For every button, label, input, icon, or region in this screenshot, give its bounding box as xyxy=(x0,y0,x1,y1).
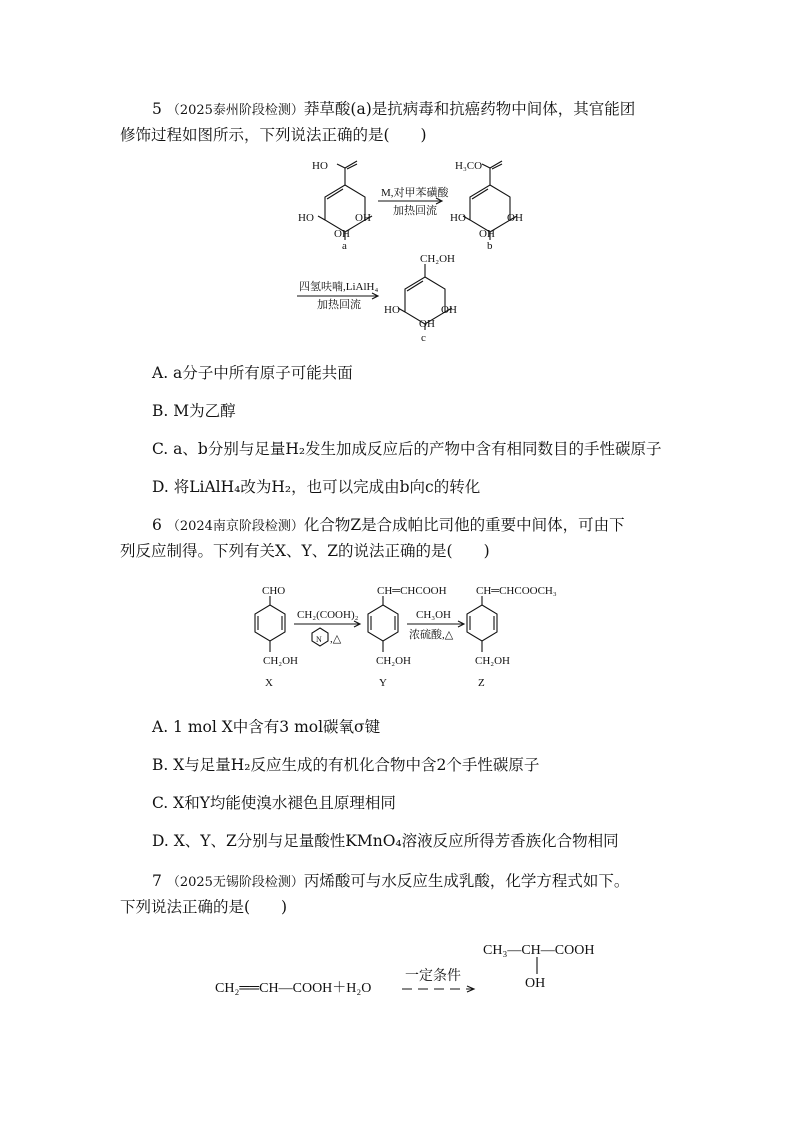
q5-number: 5 xyxy=(152,100,162,118)
q5-b-left-label: HO xyxy=(450,212,466,224)
q6-stem-line1 xyxy=(152,514,625,538)
q6-option-a: A. 1 mol X中含有3 mol碳氧σ键 xyxy=(152,718,381,736)
q5-b-label: b xyxy=(487,240,493,252)
q6-option-c: C. X和Y均能使溴水褪色且原理相同 xyxy=(152,794,396,812)
q7-source: （2025无锡阶段检测） xyxy=(166,875,304,890)
q5-a-label: a xyxy=(342,240,347,252)
q5-stem-text1: 莽草酸(a)是抗病毒和抗癌药物中间体，其官能团 xyxy=(303,100,636,118)
q5-a-bottom-label: OH xyxy=(334,228,350,240)
q6-step1-cond-delta: ,△ xyxy=(330,633,342,645)
q5-stem-line2: 修饰过程如图所示，下列说法正确的是( ) xyxy=(120,126,427,144)
q6-x-top-label: CHO xyxy=(262,585,286,597)
q5-option-b: B. M为乙醇 xyxy=(152,402,236,420)
q6-x-label: X xyxy=(265,677,273,689)
q6-z-top-label: CH═CHCOOCH₃ xyxy=(476,585,557,597)
q6-step2-cond-bottom: 浓硫酸,△ xyxy=(409,629,454,641)
q6-step1-cond-n: N xyxy=(316,635,322,644)
q7-stem-text1: 丙烯酸可与水反应生成乳酸，化学方程式如下。 xyxy=(303,872,630,890)
q5-b-top-label: H₃CO xyxy=(455,160,483,172)
q5-step1-cond-bottom: 加热回流 xyxy=(393,205,437,217)
q6-y-bottom-label: CH₂OH xyxy=(376,655,412,667)
q5-a-top-label: HO xyxy=(312,160,328,172)
q6-x-bottom-label: CH₂OH xyxy=(263,655,299,667)
q7-equation xyxy=(0,936,794,1006)
q7-stem-line1 xyxy=(152,870,629,894)
q5-step2-cond-bottom: 加热回流 xyxy=(317,299,361,311)
q5-a-right-label: OH xyxy=(355,212,371,224)
q5-mol-a-ring xyxy=(325,185,365,232)
q5-step2-cond-top: 四氢呋喃,LiAlH₄ xyxy=(299,281,379,293)
q5-b-right-label: OH xyxy=(507,212,523,224)
q7-reactants: CH₂══CH—COOH＋H₂O xyxy=(215,981,372,996)
q7-stem-line2: 下列说法正确的是( ) xyxy=(120,898,288,916)
q6-mol-x-ring xyxy=(255,605,285,641)
q5-c-right-label: OH xyxy=(441,304,457,316)
q6-y-label: Y xyxy=(379,677,387,689)
q6-z-label: Z xyxy=(478,677,485,689)
q6-step2-cond-top: CH₃OH xyxy=(416,609,452,621)
q5-reaction-scheme xyxy=(0,150,794,380)
q6-stem-line2: 列反应制得。下列有关X、Y、Z的说法正确的是( ) xyxy=(120,542,490,560)
q6-mol-y-ring xyxy=(368,605,398,641)
q5-c-top-label: CH₂OH xyxy=(420,253,456,265)
q5-source: （2025泰州阶段检测） xyxy=(166,103,304,118)
q5-mol-c-ring xyxy=(405,277,445,324)
q5-option-a: A. a分子中所有原子可能共面 xyxy=(152,364,353,382)
q7-product-sub: OH xyxy=(525,976,546,991)
q6-mol-z-ring xyxy=(467,605,497,641)
q6-option-b: B. X与足量H₂反应生成的有机化合物中含2个手性碳原子 xyxy=(152,756,540,774)
q5-c-label: c xyxy=(421,332,426,344)
q6-source: （2024南京阶段检测） xyxy=(166,519,304,534)
q5-stem-line1 xyxy=(152,98,635,122)
q6-z-bottom-label: CH₂OH xyxy=(475,655,511,667)
q6-y-top-label: CH═CHCOOH xyxy=(377,585,447,597)
q6-step1-cond-top: CH₂(COOH)₂ xyxy=(297,609,359,621)
q6-option-d: D. X、Y、Z分别与足量酸性KMnO₄溶液反应所得芳香族化合物相同 xyxy=(152,832,619,850)
q5-a-left-label: HO xyxy=(298,212,314,224)
q7-product-main: CH₃—CH—COOH xyxy=(483,943,595,958)
q6-stem-text1: 化合物Z是合成帕比司他的重要中间体，可由下 xyxy=(303,516,625,534)
q6-reaction-scheme xyxy=(0,580,794,700)
q5-option-c: C. a、b分别与足量H₂发生加成反应后的产物中含有相同数目的手性碳原子 xyxy=(152,440,662,458)
q5-c-bottom-label: OH xyxy=(419,318,435,330)
q6-number: 6 xyxy=(152,516,162,534)
q7-condition: 一定条件 xyxy=(405,969,461,984)
q5-b-bottom-label: OH xyxy=(479,228,495,240)
q5-step1-cond-top: M,对甲苯磺酸 xyxy=(381,187,449,199)
q7-number: 7 xyxy=(152,872,162,890)
q5-option-d: D. 将LiAlH₄改为H₂，也可以完成由b向c的转化 xyxy=(152,478,481,496)
q5-mol-b-ring xyxy=(470,185,510,232)
q5-c-left-label: HO xyxy=(384,304,400,316)
